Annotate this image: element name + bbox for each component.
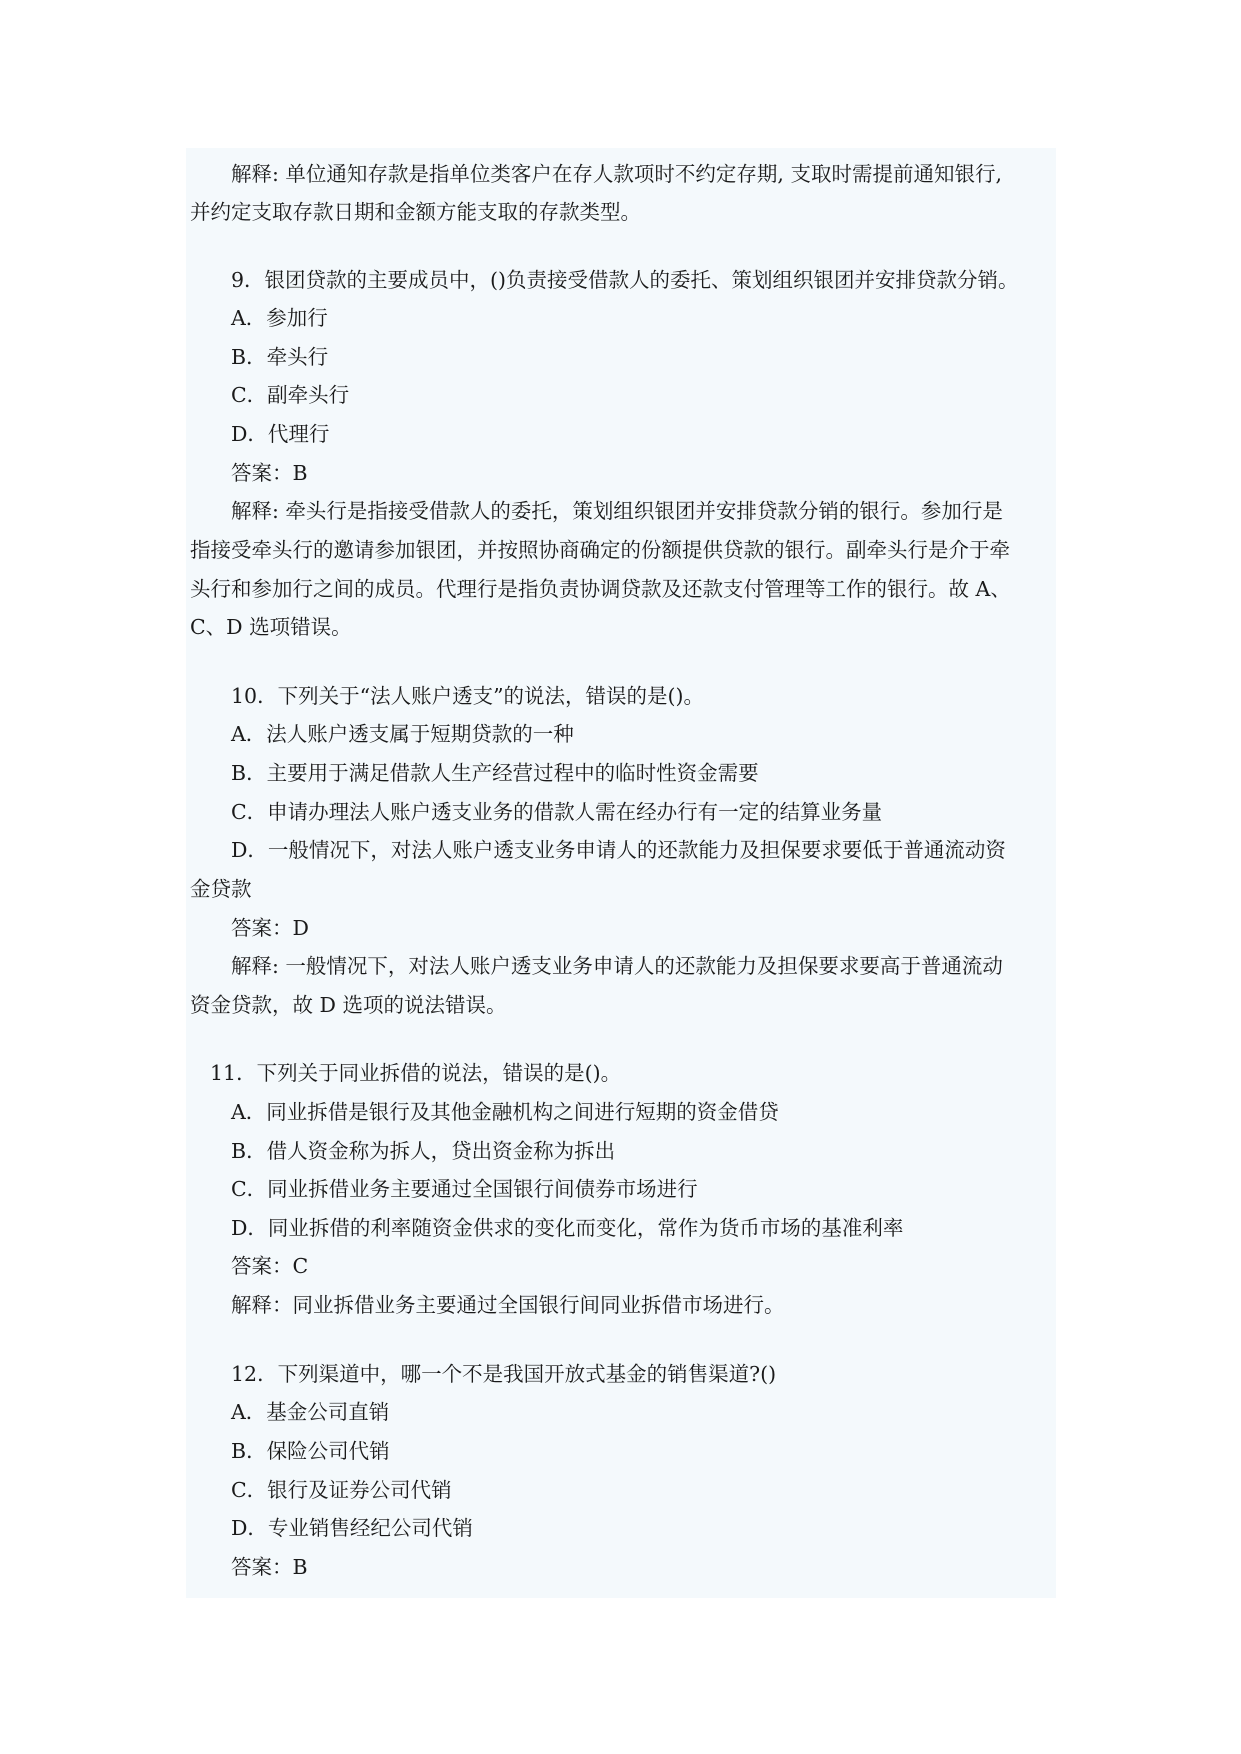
question-10-answer: 答案：D	[231, 916, 309, 940]
question-9-explanation: 解释: 牵头行是指接受借款人的委托，策划组织银团并安排贷款分销的银行。参加行是	[231, 499, 1003, 523]
question-9-answer: 答案：B	[231, 461, 308, 485]
question-12-option-a: A．基金公司直销	[231, 1400, 390, 1424]
question-10-option-a: A．法人账户透支属于短期贷款的一种	[231, 722, 574, 746]
text-line: 并约定支取存款日期和金额方能支取的存款类型。	[190, 200, 641, 224]
question-9-explanation: C、D 选项错误。	[190, 615, 352, 639]
question-9-explanation: 指接受牵头行的邀请参加银团，并按照协商确定的份额提供贷款的银行。副牵头行是介于牵	[190, 538, 1010, 562]
question-12-option-b: B．保险公司代销	[231, 1439, 390, 1463]
question-11-explanation: 解释：同业拆借业务主要通过全国银行间同业拆借市场进行。	[231, 1293, 785, 1317]
question-10-explanation: 解释: 一般情况下，对法人账户透支业务申请人的还款能力及担保要求要高于普通流动	[231, 954, 1003, 978]
question-12-option-d: D．专业销售经纪公司代销	[231, 1516, 473, 1540]
question-10-option-c: C．申请办理法人账户透支业务的借款人需在经办行有一定的结算业务量	[231, 800, 883, 824]
question-9-explanation: 头行和参加行之间的成员。代理行是指负责协调贷款及还款支付管理等工作的银行。故 A、	[190, 577, 1011, 601]
question-12-answer: 答案：B	[231, 1555, 308, 1579]
question-11-option-d: D．同业拆借的利率随资金供求的变化而变化，常作为货币市场的基准利率	[231, 1216, 904, 1240]
question-11-answer: 答案：C	[231, 1254, 309, 1278]
question-9-option-a: A．参加行	[231, 306, 328, 330]
question-10-option-b: B．主要用于满足借款人生产经营过程中的临时性资金需要	[231, 761, 759, 785]
text-line: 解释: 单位通知存款是指单位类客户在存人款项时不约定存期, 支取时需提前通知银行,	[231, 162, 1002, 186]
question-11-option-c: C．同业拆借业务主要通过全国银行间债券市场进行	[231, 1177, 698, 1201]
question-12-stem: 12．下列渠道中，哪一个不是我国开放式基金的销售渠道?()	[231, 1362, 777, 1386]
question-10-stem: 10．下列关于“法人账户透支”的说法，错误的是()。	[231, 684, 705, 708]
question-11-option-a: A．同业拆借是银行及其他金融机构之间进行短期的资金借贷	[231, 1100, 779, 1124]
question-11-stem: 11．下列关于同业拆借的说法，错误的是()。	[210, 1061, 622, 1085]
question-9-stem: 9．银团贷款的主要成员中，()负责接受借款人的委托、策划组织银团并安排贷款分销。	[231, 268, 1019, 292]
question-10-explanation: 资金贷款，故 D 选项的说法错误。	[190, 993, 507, 1017]
question-12-option-c: C．银行及证券公司代销	[231, 1478, 452, 1502]
question-10-option-d: D．一般情况下，对法人账户透支业务申请人的还款能力及担保要求要低于普通流动资	[231, 838, 1006, 862]
question-9-option-c: C．副牵头行	[231, 383, 350, 407]
question-11-option-b: B．借人资金称为拆人，贷出资金称为拆出	[231, 1139, 616, 1163]
question-9-option-d: D．代理行	[231, 422, 330, 446]
question-10-option-d: 金贷款	[190, 877, 252, 901]
question-9-option-b: B．牵头行	[231, 345, 329, 369]
